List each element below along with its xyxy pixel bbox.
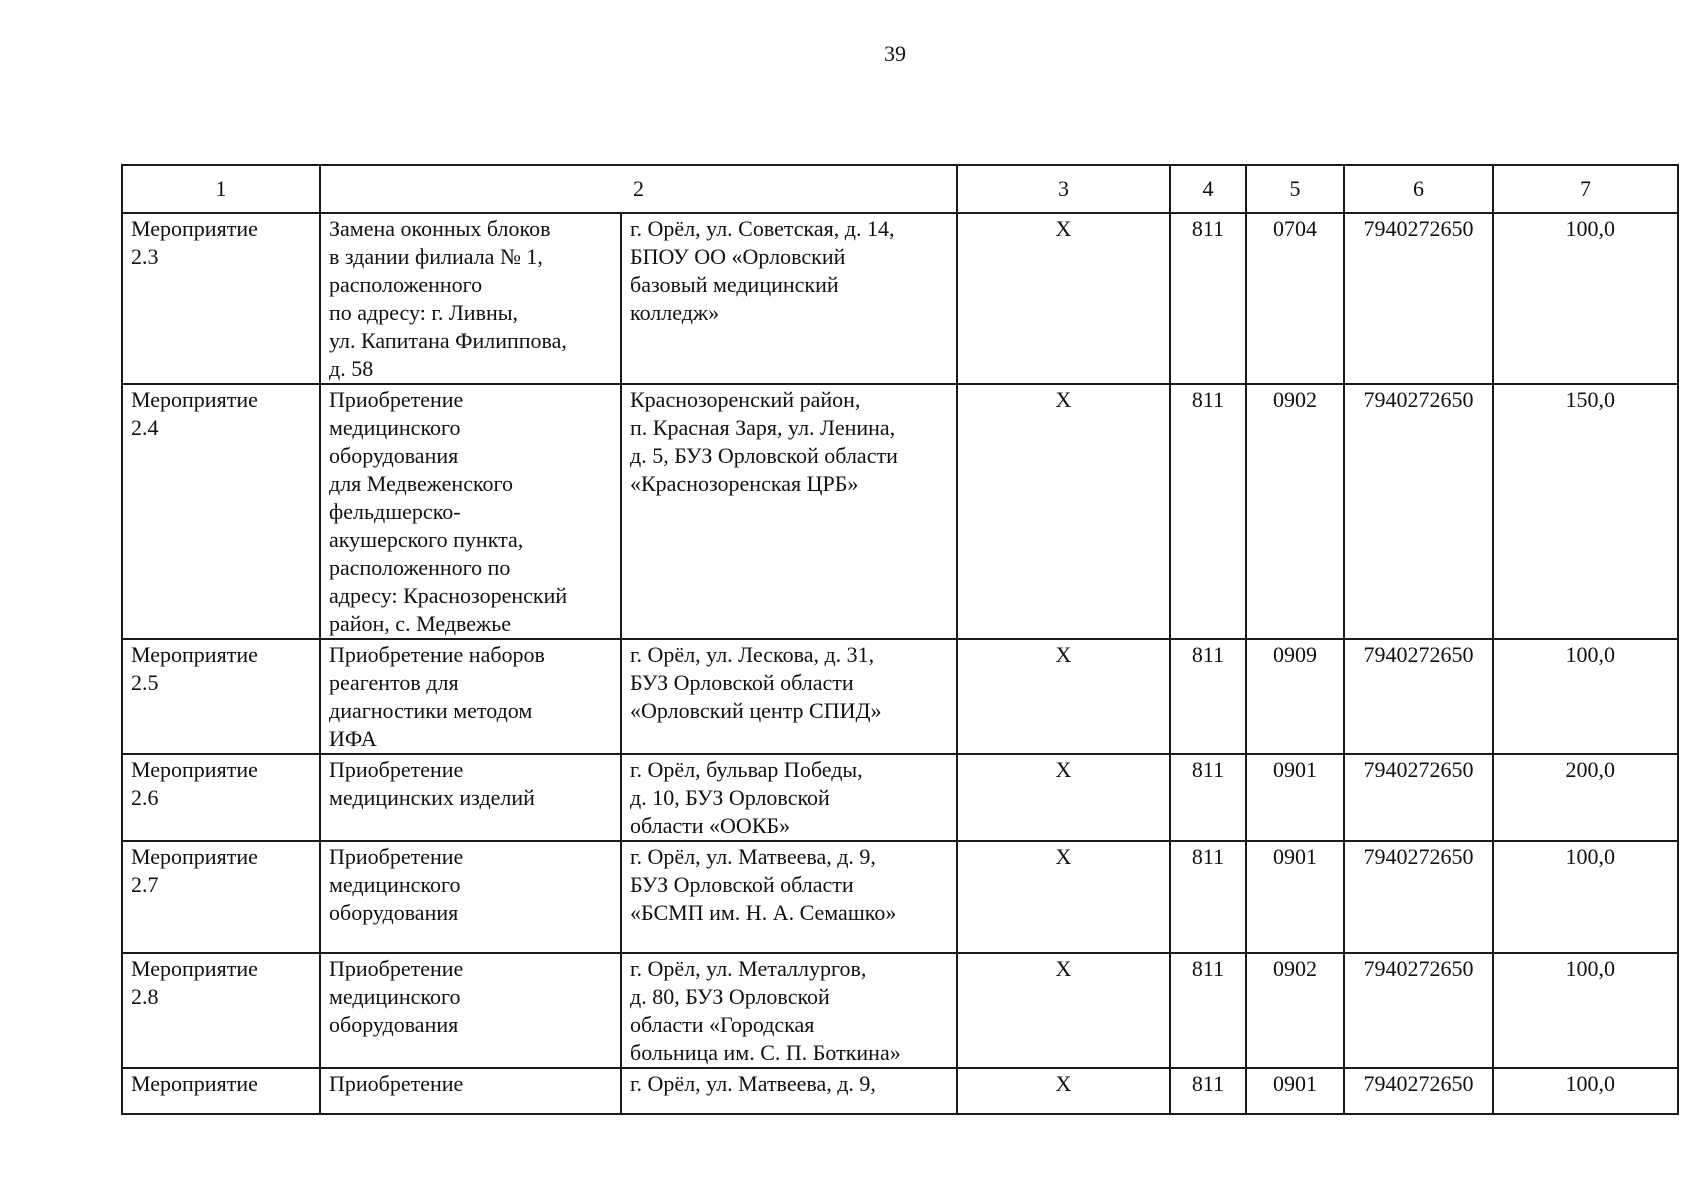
event-cell: Мероприятие 2.6 [122, 754, 320, 841]
event-cell: Мероприятие [122, 1068, 320, 1114]
col5-cell: 0901 [1246, 1068, 1344, 1114]
description-cell: Замена оконных блоков в здании филиала № 1, расположенного по адресу: г. Ливны, ул. Капитана Филиппова, д. 58 [320, 213, 621, 384]
table-header-row [122, 165, 1678, 213]
table-row [122, 953, 1678, 1068]
description-cell: Приобретение наборов реагентов для диагностики методом ИФА [320, 639, 621, 754]
col4-cell: 811 [1170, 213, 1246, 384]
description-cell: Приобретение медицинского оборудования для Медвеженского фельдшерско- акушерского пункта, расположенного по адресу: Краснозоренский район, с. Медвежье [320, 384, 621, 639]
col5-cell: 0901 [1246, 841, 1344, 953]
col5-cell: 0901 [1246, 754, 1344, 841]
table-row [122, 754, 1678, 841]
event-cell: Мероприятие 2.5 [122, 639, 320, 754]
page-number: 39 [884, 41, 906, 66]
col7-cell: 100,0 [1493, 639, 1678, 754]
col6-cell: 7940272650 [1344, 639, 1493, 754]
event-cell: Мероприятие 2.4 [122, 384, 320, 639]
col7-cell: 100,0 [1493, 1068, 1678, 1114]
col6-cell: 7940272650 [1344, 1068, 1493, 1114]
col4-cell: 811 [1170, 639, 1246, 754]
col7-cell: 100,0 [1493, 953, 1678, 1068]
address-cell: Краснозоренский район, п. Красная Заря, ул. Ленина, д. 5, БУЗ Орловской области «Краснозоренская ЦРБ» [621, 384, 957, 639]
col4-cell: 811 [1170, 384, 1246, 639]
header-cell: 2 [320, 165, 957, 213]
col6-cell: 7940272650 [1344, 213, 1493, 384]
budget-table [121, 164, 1679, 1115]
col5-cell: 0909 [1246, 639, 1344, 754]
address-cell: г. Орёл, ул. Металлургов, д. 80, БУЗ Орловской области «Городская больница им. С. П. Боткина» [621, 953, 957, 1068]
header-cell: 3 [957, 165, 1170, 213]
col7-cell: 100,0 [1493, 841, 1678, 953]
header-cell: 4 [1170, 165, 1246, 213]
col3-cell: Х [957, 639, 1170, 754]
col4-cell: 811 [1170, 953, 1246, 1068]
col4-cell: 811 [1170, 754, 1246, 841]
col6-cell: 7940272650 [1344, 953, 1493, 1068]
address-cell: г. Орёл, ул. Лескова, д. 31, БУЗ Орловской области «Орловский центр СПИД» [621, 639, 957, 754]
col5-cell: 0902 [1246, 384, 1344, 639]
event-cell: Мероприятие 2.8 [122, 953, 320, 1068]
table-row [122, 1068, 1678, 1114]
col3-cell: Х [957, 384, 1170, 639]
table-row [122, 213, 1678, 384]
address-cell: г. Орёл, бульвар Победы, д. 10, БУЗ Орловской области «ООКБ» [621, 754, 957, 841]
header-cell: 5 [1246, 165, 1344, 213]
col3-cell: Х [957, 953, 1170, 1068]
table-row [122, 639, 1678, 754]
description-cell: Приобретение медицинского оборудования [320, 953, 621, 1068]
col5-cell: 0704 [1246, 213, 1344, 384]
description-cell: Приобретение [320, 1068, 621, 1114]
col5-cell: 0902 [1246, 953, 1344, 1068]
col7-cell: 200,0 [1493, 754, 1678, 841]
col3-cell: Х [957, 213, 1170, 384]
event-cell: Мероприятие 2.7 [122, 841, 320, 953]
col4-cell: 811 [1170, 1068, 1246, 1114]
description-cell: Приобретение медицинских изделий [320, 754, 621, 841]
table-row [122, 841, 1678, 953]
table-row [122, 384, 1678, 639]
description-cell: Приобретение медицинского оборудования [320, 841, 621, 953]
col7-cell: 100,0 [1493, 213, 1678, 384]
address-cell: г. Орёл, ул. Матвеева, д. 9, [621, 1068, 957, 1114]
header-cell: 6 [1344, 165, 1493, 213]
col4-cell: 811 [1170, 841, 1246, 953]
col6-cell: 7940272650 [1344, 754, 1493, 841]
col3-cell: Х [957, 754, 1170, 841]
col6-cell: 7940272650 [1344, 384, 1493, 639]
col3-cell: Х [957, 841, 1170, 953]
col6-cell: 7940272650 [1344, 841, 1493, 953]
header-cell: 1 [122, 165, 320, 213]
col3-cell: Х [957, 1068, 1170, 1114]
header-cell: 7 [1493, 165, 1678, 213]
col7-cell: 150,0 [1493, 384, 1678, 639]
address-cell: г. Орёл, ул. Советская, д. 14, БПОУ ОО «Орловский базовый медицинский колледж» [621, 213, 957, 384]
address-cell: г. Орёл, ул. Матвеева, д. 9, БУЗ Орловской области «БСМП им. Н. А. Семашко» [621, 841, 957, 953]
event-cell: Мероприятие 2.3 [122, 213, 320, 384]
